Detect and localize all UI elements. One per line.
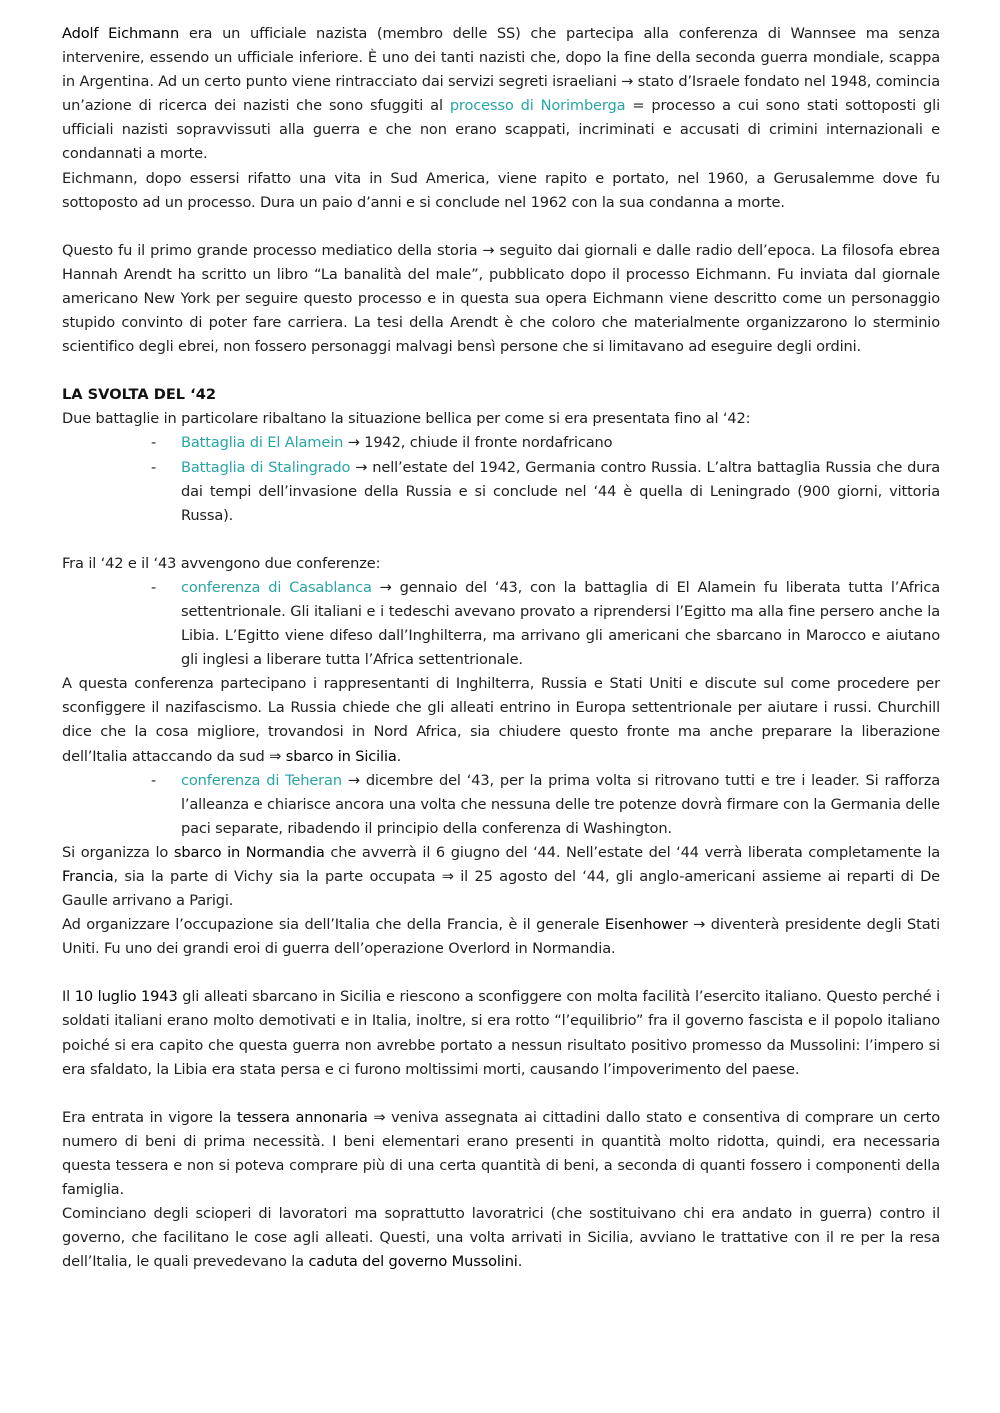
- paragraph-text: Era entrata in vigore la: [62, 1108, 238, 1126]
- list-item-text: → dicembre del ‘43, per la prima volta si ritrovano tutti e tre i leader. Si rafforza l’alleanza e chiarisce ancora una volta che nessuna delle tre potenze dovrà firmare con la Germania delle paci separate, ribadendo il principio della conferenza di Washington.: [181, 771, 940, 837]
- paragraph-text: → diventerà presidente degli Stati Uniti. Fu uno dei grandi eroi di guerra dell’operazione Overlord in Normandia.: [62, 916, 940, 958]
- paragraph-text: Il: [62, 988, 75, 1006]
- paragraph-eichmann: [62, 22, 940, 167]
- paragraph-tessera-annonaria: [62, 1106, 940, 1202]
- paragraph-text: ⇒ veniva assegnata ai cittadini dallo stato e consentiva di comprare un certo numero di beni di prima necessità. I beni elementari erano presenti in quantità molto ridotta, quindi, era necessaria questa tessera e non si poteva comprare più di una certa quantità di beni, a seconda di quanti fossero i componenti della famiglia.: [62, 1108, 941, 1199]
- term-sbarco-normandia: sbarco in Normandia: [173, 843, 325, 861]
- paragraph-text: Cominciano degli scioperi di lavoratori ma soprattutto lavoratrici (che sostituivano chi era andato in guerra) contro il governo, che facilitano le cose agli alleati. Questi, una volta arrivati in Sicilia, avviano le trattative con il re per la resa dell’Italia, le quali prevedevano la: [62, 1205, 940, 1271]
- paragraph-battaglie-intro: Due battaglie in particolare ribaltano la situazione bellica per come si era presentata fino al ‘42:: [62, 410, 751, 428]
- paragraph-sbarco-sicilia: [62, 985, 940, 1081]
- bullet-dash: -: [151, 458, 157, 476]
- link-casablanca[interactable]: conferenza di Casablanca: [181, 578, 372, 596]
- conferences-list-2: [62, 769, 940, 841]
- link-el-alamein[interactable]: Battaglia di El Alamein: [181, 434, 344, 452]
- link-teheran[interactable]: conferenza di Teheran: [181, 771, 342, 789]
- list-item-text: → gennaio del ‘43, con la battaglia di El Alamein fu liberata tutta l’Africa settentrionale. Gli italiani e i tedeschi avevano provato a riprendersi l’Egitto ma alla fine persero anche la Libia. L’Egitto viene difeso dall’Inghilterra, ma arrivano gli americani che sbarcano in Marocco e aiutano gli inglesi a liberare tutta l’Africa settentrionale.: [181, 578, 940, 669]
- bullet-dash: -: [151, 578, 157, 596]
- term-data-sbarco: 10 luglio 1943: [74, 988, 178, 1006]
- name-eichmann: Adolf Eichmann: [62, 25, 180, 42]
- paragraph-normandia: [62, 841, 940, 913]
- link-processo-norimberga[interactable]: processo di Norimberga: [449, 97, 626, 115]
- list-item: [62, 431, 940, 455]
- paragraph-eichmann-processo: Eichmann, dopo essersi rifatto una vita in Sud America, viene rapito e portato, nel 1960, a Gerusalemme dove fu sottoposto ad un processo. Dura un paio d’anni e si conclude nel 1962 con la sua condanna a morte.: [62, 169, 940, 211]
- paragraph-text: , sia la parte di Vichy sia la parte occupata ⇒ il 25 agosto del ‘44, gli anglo-americani assieme ai reparti di De Gaulle arrivano a Parigi.: [62, 868, 940, 910]
- battles-list: [62, 431, 940, 527]
- list-item-text: → nell’estate del 1942, Germania contro Russia. L’altra battaglia Russia che dura dai tempi dell’invasione della Russia e si conclude nel ‘44 è quella di Leningrado (900 giorni, vittoria Russa).: [181, 458, 940, 524]
- paragraph-text: A questa conferenza partecipano i rappresentanti di Inghilterra, Russia e Stati Uniti e discute sul come procedere per sconfiggere il nazifascismo. La Russia chiede che gli alleati entrino in Europa settentrionale per aiutare i russi. Churchill dice che la cosa migliore, trovandosi in Nord Africa, sia chiudere questo fronte ma anche preparare la liberazione dell’Italia attaccando da sud ⇒: [62, 675, 940, 765]
- list-item-text: → 1942, chiude il fronte nordafricano: [343, 434, 613, 452]
- paragraph-text: gli alleati sbarcano in Sicilia e riescono a sconfiggere con molta facilità l’esercito italiano. Questo perché i soldati italiani erano molto demotivati e in Italia, inoltre, si era rotto “l’equilibrio” fra il governo fascista e il popolo italiano poiché si era capito che questa guerra non avrebbe portato a nessun risultato positivo promesso da Mussolini: l’impero si era sfaldato, la Libia era stata persa e ci furono moltissimi morti, causando l’impoverimento del paese.: [62, 988, 940, 1078]
- list-item: [62, 456, 940, 528]
- paragraph-conferenze-intro: Fra il ‘42 e il ‘43 avvengono due conferenze:: [62, 554, 381, 572]
- list-item: [62, 576, 940, 672]
- term-eisenhower: Eisenhower: [604, 916, 688, 934]
- paragraph-text: = processo a cui sono stati sottoposti gli ufficiali nazisti sopravvissuti alla guerra e che non erano scappati, incriminati e accusati di crimini internazionali e condannati a morte.: [62, 97, 940, 163]
- paragraph-eisenhower: [62, 913, 940, 961]
- link-stalingrado[interactable]: Battaglia di Stalingrado: [181, 458, 351, 476]
- bullet-dash: -: [151, 771, 157, 789]
- term-francia: Francia: [62, 868, 114, 885]
- conferences-list-1: [62, 576, 940, 672]
- paragraph-text: era un ufficiale nazista (membro delle SS) che partecipa alla conferenza di Wannsee ma senza intervenire, essendo un ufficiale inferiore. È uno dei tanti nazisti che, dopo la fine della seconda guerra mondiale, scappa in Argentina. Ad un certo punto viene rintracciato dai servizi segreti israeliani → stato d’Israele fondato nel 1948, comincia un’azione di ricerca dei nazisti che sono sfuggiti al: [62, 25, 941, 115]
- term-tessera-annonaria: tessera annonaria: [237, 1108, 368, 1126]
- paragraph-text: .: [517, 1253, 523, 1271]
- paragraph-casablanca-partecipanti: [62, 672, 940, 768]
- paragraph-text: Si organizza lo: [62, 843, 174, 861]
- bullet-dash: -: [151, 434, 157, 452]
- section-heading: LA SVOLTA DEL ‘42: [62, 386, 217, 404]
- paragraph-scioperi: [62, 1202, 940, 1274]
- paragraph-text: Ad organizzare l’occupazione sia dell’Italia che della Francia, è il generale: [62, 916, 605, 934]
- paragraph-text: che avverrà il 6 giugno del ‘44. Nell’estate del ‘44 verrà liberata completamente la: [324, 843, 941, 861]
- list-item: [62, 769, 940, 841]
- term-caduta-mussolini: caduta del governo Mussolini: [308, 1253, 518, 1271]
- term-sbarco-sicilia: sbarco in Sicilia: [285, 747, 397, 765]
- paragraph-text: .: [396, 747, 402, 765]
- paragraph-arendt: Questo fu il primo grande processo mediatico della storia → seguito dai giornali e dalle radio dell’epoca. La filosofa ebrea Hannah Arendt ha scritto un libro “La banalità del male”, pubblicato dopo il processo Eichmann. Fu inviata dal giornale americano New York per seguire questo processo e in questa sua opera Eichmann viene descritto come un personaggio stupido convinto di poter fare carriera. La tesi della Arendt è che coloro che materialmente organizzarono lo sterminio scientifico degli ebrei, non fossero personaggi malvagi bensì persone che si limitavano ad eseguire degli ordini.: [62, 241, 940, 356]
